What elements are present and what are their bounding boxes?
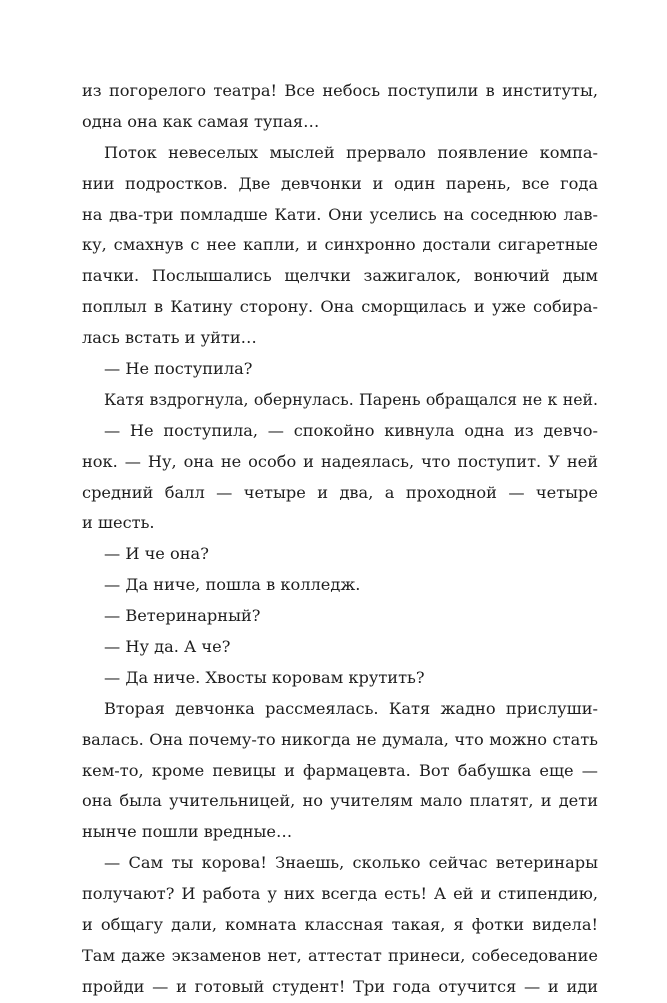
- text-line: Вторая девчонка рассмеялась. Катя жадно прислуши-: [104, 698, 598, 718]
- paragraph: [82, 632, 598, 663]
- text-line: пачки. Послышались щелчки зажигалок, вонючий дым: [82, 266, 598, 286]
- paragraph: [82, 601, 598, 632]
- paragraph: [82, 385, 598, 416]
- text-line: нок. — Ну, она не особо и надеялась, что поступит. У ней: [82, 451, 598, 471]
- paragraph: [82, 138, 598, 354]
- paragraph: [82, 354, 598, 385]
- text-line: валась. Она почему-то никогда не думала, что можно стать: [82, 729, 598, 749]
- text-line: — Не поступила, — спокойно кивнула одна из девчо-: [104, 420, 598, 440]
- paragraph: [82, 539, 598, 570]
- text-line: и шесть.: [82, 513, 155, 533]
- text-line: нии подростков. Две девчонки и один парень, все года: [82, 173, 598, 193]
- paragraph: [82, 694, 598, 848]
- text-line: на два-три помладше Кати. Они уселись на соседнюю лав-: [82, 204, 598, 224]
- text-line: — Да ниче, пошла в колледж.: [104, 575, 361, 595]
- text-line: — Ну да. А че?: [104, 637, 231, 657]
- text-line: — Ветеринарный?: [104, 606, 261, 626]
- text-line: — И че она?: [104, 544, 209, 564]
- text-line: из погорелого театра! Все небось поступили в институты,: [82, 81, 598, 100]
- text-line: получают? И работа у них всегда есть! А ей и стипендию,: [82, 884, 598, 904]
- text-line: лась встать и уйти…: [82, 328, 257, 348]
- text-line: средний балл — четыре и два, а проходной — четыре: [82, 482, 598, 502]
- text-line: Поток невеселых мыслей прервало появление компа-: [104, 142, 598, 162]
- paragraph: [82, 570, 598, 601]
- text-line: одна она как самая тупая…: [82, 111, 320, 131]
- text-line: нынче пошли вредные…: [82, 822, 293, 842]
- paragraph: [82, 76, 598, 138]
- text-line: — Да ниче. Хвосты коровам крутить?: [104, 667, 425, 687]
- text-line: и общагу дали, комната классная такая, я фотки видела!: [82, 915, 598, 935]
- text-line: она была учительницей, но учителям мало платят, и дети: [82, 791, 598, 811]
- text-line: — Сам ты корова! Знаешь, сколько сейчас ветеринары: [104, 853, 598, 873]
- page-text: [82, 76, 598, 1003]
- paragraph: [82, 848, 598, 1002]
- text-line: ку, смахнув с нее капли, и синхронно достали сигаретные: [82, 235, 598, 255]
- text-line: Там даже экзаменов нет, аттестат принеси, собеседование: [82, 945, 598, 965]
- text-line: — Не поступила?: [104, 359, 253, 379]
- text-line: кем-то, кроме певицы и фармацевта. Вот бабушка еще —: [82, 760, 598, 780]
- paragraph: [82, 663, 598, 694]
- text-line: поплыл в Катину сторону. Она сморщилась и уже собира-: [82, 297, 598, 317]
- text-line: Катя вздрогнула, обернулась. Парень обращался не к ней.: [104, 389, 598, 409]
- book-page: [82, 76, 598, 1003]
- text-line: пройди — и готовый студент! Три года отучится — и иди: [82, 976, 598, 996]
- paragraph: [82, 416, 598, 540]
